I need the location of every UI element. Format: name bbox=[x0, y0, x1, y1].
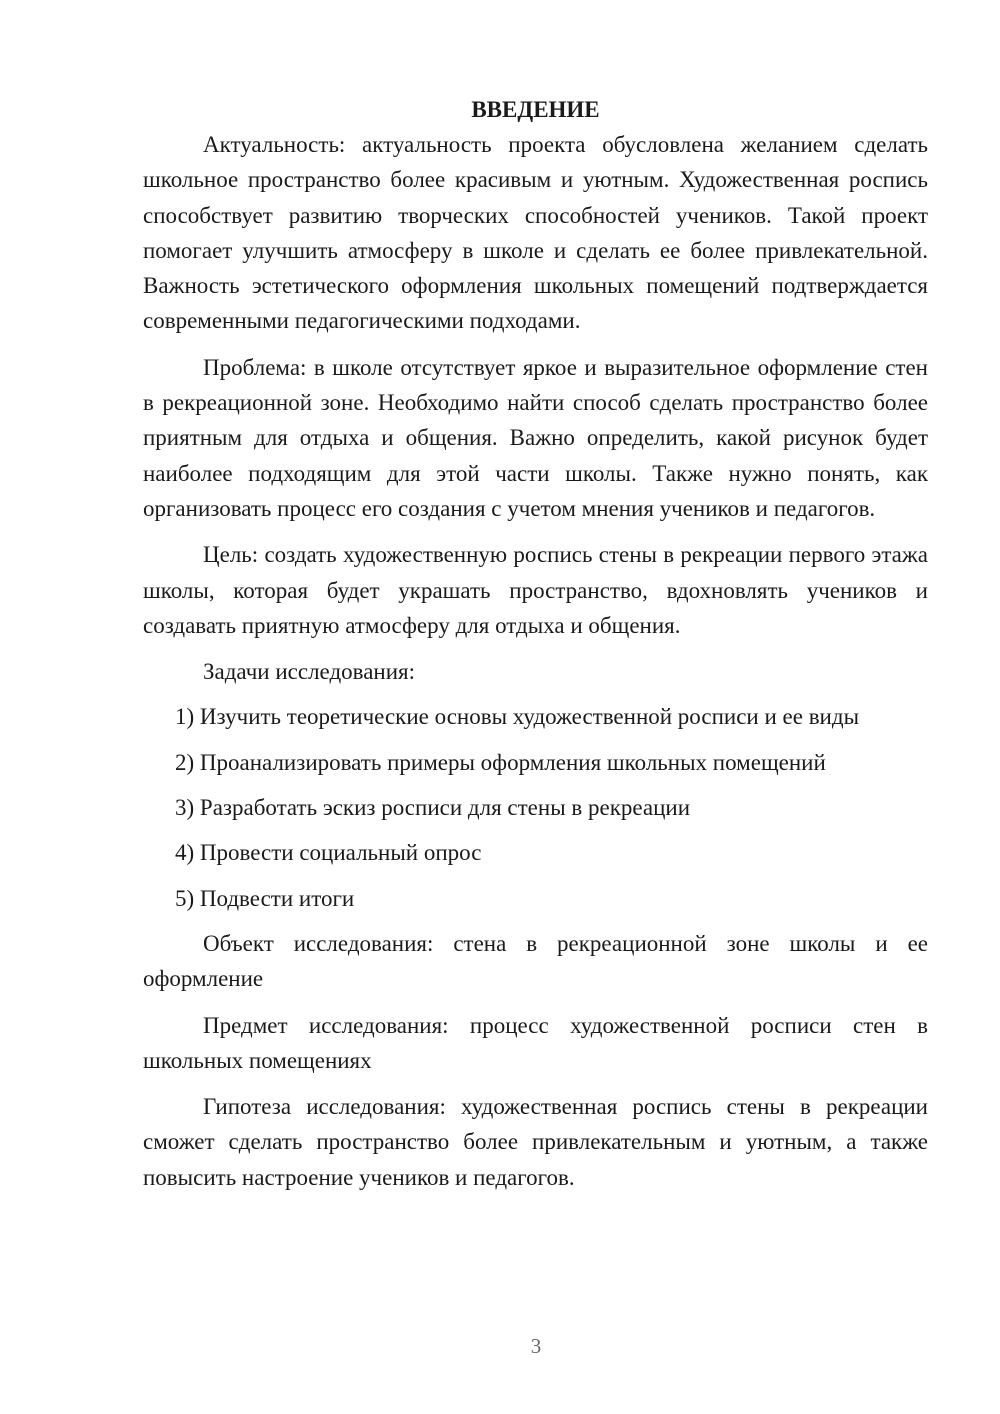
list-item: 1) Изучить теоретические основы художественной росписи и ее виды bbox=[175, 704, 860, 730]
tasks-list bbox=[143, 699, 928, 915]
page-number: 3 bbox=[530, 1334, 542, 1358]
list-item: 4) Провести социальный опрос bbox=[175, 840, 482, 866]
list-item: 5) Подвести итоги bbox=[175, 885, 355, 911]
subject-paragraph: Предмет исследования: процесс художественной росписи стен в школьных помещениях bbox=[143, 1012, 928, 1073]
list-item: 3) Разработать эскиз росписи для стены в рекреации bbox=[175, 795, 691, 821]
document-page bbox=[143, 92, 928, 1206]
problem-paragraph: Проблема: в школе отсутствует яркое и выразительное оформление стен в рекреационной зоне. Необходимо найти способ сделать пространство более приятным для отдыха и общения. Важно определить, какой рисунок будет наиболее подходящим для этой части школы. Также нужно понять, как организовать процесс его создания с учетом мнения учеников и педагогов. bbox=[143, 354, 928, 521]
hypothesis-paragraph: Гипотеза исследования: художественная роспись стены в рекреации сможет сделать пространство более привлекательным и уютным, а также повысить настроение учеников и педагогов. bbox=[143, 1094, 928, 1190]
relevance-paragraph: Актуальность: актуальность проекта обусловлена желанием сделать школьное пространство более красивым и уютным. Художественная роспись способствует развитию творческих способностей учеников. Такой проект помогает улучшить атмосферу в школе и сделать ее более привлекательной. Важность эстетического оформления школьных помещений подтверждается современными педагогическими подходами. bbox=[143, 132, 928, 334]
tasks-heading: Задачи исследования: bbox=[203, 659, 416, 685]
goal-paragraph: Цель: создать художественную роспись стены в рекреации первого этажа школы, которая будет украшать пространство, вдохновлять учеников и создавать приятную атмосферу для отдыха и общения. bbox=[143, 542, 928, 638]
list-item: 2) Проанализировать примеры оформления школьных помещений bbox=[175, 749, 826, 775]
object-paragraph: Объект исследования: стена в рекреационной зоне школы и ее оформление bbox=[143, 930, 928, 992]
section-title: ВВЕДЕНИЕ bbox=[471, 97, 600, 122]
